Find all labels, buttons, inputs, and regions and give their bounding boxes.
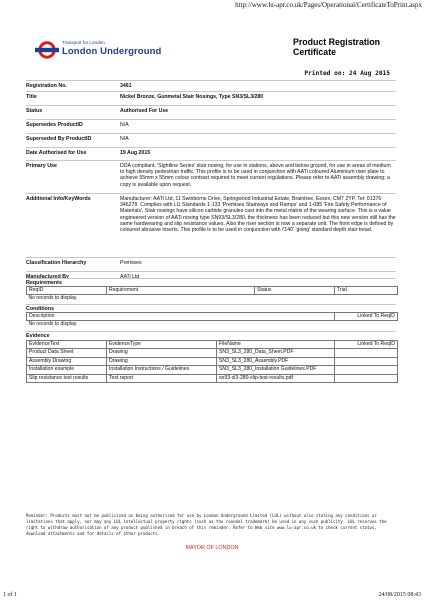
date-authorised: 19 Aug 2015 (120, 150, 151, 156)
brand (62, 40, 161, 57)
brand-tagline: Transport for London (62, 40, 105, 45)
product-title: Nickel Bronze, Gunmetal Stair Nosings, Type SN3/SL3/280 (120, 94, 264, 100)
table-row (27, 366, 398, 374)
label-registration-no: Registration No. (26, 83, 67, 89)
column-header: FileName (217, 341, 335, 349)
supersedes: N/A (120, 122, 129, 128)
table-row (27, 349, 398, 357)
column-header: EvidenceType (107, 341, 217, 349)
label-title: Title (26, 94, 37, 100)
requirements-heading: Requirements (26, 278, 396, 286)
table-header-row (27, 287, 398, 295)
table-row (27, 295, 398, 303)
superseded-by: N/A (120, 136, 129, 142)
column-header: Trial (335, 287, 398, 295)
mayor-of-london-mark: MAYOR OF LONDON (185, 545, 239, 551)
conditions-heading: Conditions (26, 304, 396, 312)
evidence-file-link[interactable]: SN3_SL3_280_Assembly.PDF (217, 357, 335, 365)
detail-row (26, 119, 396, 133)
empty-message: No records to display. (28, 295, 78, 302)
evidence-table (26, 340, 398, 383)
title-line-1: Product Registration (293, 37, 380, 47)
evidence-file-link[interactable]: SN3_SL3_280_Installation Guidelines.PDF (217, 366, 335, 374)
registration-no: 3461 (120, 83, 132, 89)
column-header: Linked To ReqID (335, 341, 398, 349)
details-table (26, 80, 396, 284)
evidence-heading: Evidence (26, 331, 396, 339)
label-superseded-by: Superseded By ProductID (26, 136, 92, 142)
detail-row (26, 105, 396, 119)
column-header: EvidenceText (27, 341, 107, 349)
evidence-linked-req (335, 374, 398, 382)
label-manufactured-by: Manufactured By (26, 274, 69, 280)
requirements-table (26, 286, 398, 303)
underground-roundel-icon (34, 40, 60, 60)
detail-row (26, 147, 396, 160)
evidence-type: Drawing (107, 357, 217, 365)
evidence-type: Test report (107, 374, 217, 382)
detail-row (26, 257, 396, 271)
evidence-text: Product Data Sheet (27, 349, 107, 357)
page-url: http://www.lu-apr.co.uk/Pages/Operational/CertificateToPrint.aspx (235, 1, 422, 9)
classification: Premises (120, 260, 142, 266)
title-line-2: Certificate (293, 47, 337, 57)
page-count: 1 of 1 (3, 592, 17, 598)
evidence-linked-req (335, 349, 398, 357)
evidence-linked-req (335, 357, 398, 365)
column-header: Requirement (107, 287, 255, 295)
evidence-linked-req (335, 366, 398, 374)
evidence-text: Installation example (27, 366, 107, 374)
empty-message: No records to display. (28, 321, 78, 328)
detail-row (26, 160, 396, 193)
table-header-row (27, 313, 398, 321)
column-header: Status (255, 287, 335, 295)
evidence-type: Installation Instructions / Guidelines (107, 366, 217, 374)
table-row (27, 374, 398, 382)
brand-name: London Underground (62, 46, 162, 57)
table-row (27, 357, 398, 365)
column-header: Linked To ReqID (335, 313, 398, 321)
detail-row (26, 80, 396, 91)
print-timestamp: 24/08/2015 08:43 (378, 592, 421, 598)
evidence-file-link[interactable]: sn93-sl3-280-slip-test-results.pdf (217, 374, 335, 382)
detail-row (26, 193, 396, 257)
table-header-row (27, 341, 398, 349)
additional-info: Manufacturer: AATi Ltd, 11 Swinborne Drive, Springwood Industrial Estate, Braintree, Essex, CM7 2YP. Tel: 01376 346278. Complies with LU Standards 1-133 'Premises Stairways and Ramps' and 1-085 'Fire Safety Performance of Materials'. Stair nosings have silicon carbide granules cast into the metal matrix of the wearing surface. This is a value engineered version of AATi nosing type SN93/SL3/280, the thickness has been reduced but this new version still has the same hardwearing and slip resistance values. Also the riser section is now a separate unit. The front edge is defined by coloured abrasive inserts. This profile is to be used in conjunction with /'140' 'going' standard depth stair tread. (120, 196, 396, 234)
label-classification: Classification Hierarchy (26, 260, 87, 266)
label-additional-info: Additional Info/KeyWords (26, 196, 91, 202)
table-row (27, 321, 398, 329)
column-header: ReqID (27, 287, 107, 295)
conditions-table (26, 312, 398, 329)
label-supersedes: Supersedes ProductID (26, 122, 83, 128)
manufactured-by: AATi Ltd (120, 274, 140, 280)
label-status: Status (26, 108, 43, 114)
evidence-text: Slip resistance test results (27, 374, 107, 382)
evidence-text: Assembly Drawing (27, 357, 107, 365)
detail-row (26, 91, 396, 105)
status: Authorised For Use (120, 108, 169, 114)
evidence-type: Drawing (107, 349, 217, 357)
label-date-authorised: Date Authorised for Use (26, 150, 87, 156)
reminder-notice: Reminder: Products must not be publicised as being authorised for use by London Underground Limited (LUL) without also stating any conditions or limitations that apply, nor may any LUL intellectual property rights (such as the roundel trademark) be used in any such publicity. LUL reserves the right to withdraw authorisation of any product published in breach of this reminder. Refer to Web site www.lu-apr.co.uk to check current status, download attachments and for details of other products. (26, 513, 387, 537)
column-header: Description (27, 313, 335, 321)
printed-date: Printed on: 24 Aug 2015 (304, 70, 390, 77)
page-title (293, 37, 380, 57)
detail-row (26, 133, 396, 147)
evidence-file-link[interactable]: SN3_SL3_280_Data_Sheet.PDF (217, 349, 335, 357)
primary-use: DDA compliant, 'Sightline Series' stair nosing, for use in stations, above and below ground, for use in areas of medium to high density pedestrian traffic. This profile is to be used in conjunction with AATi coloured Aluminium riser plate to achieve 55mm x 55mm colour contrast required to meet current regulations. Please refer to AATi assembly drawing; a copy is available upon request. (120, 163, 391, 188)
label-primary-use: Primary Use (26, 163, 57, 169)
